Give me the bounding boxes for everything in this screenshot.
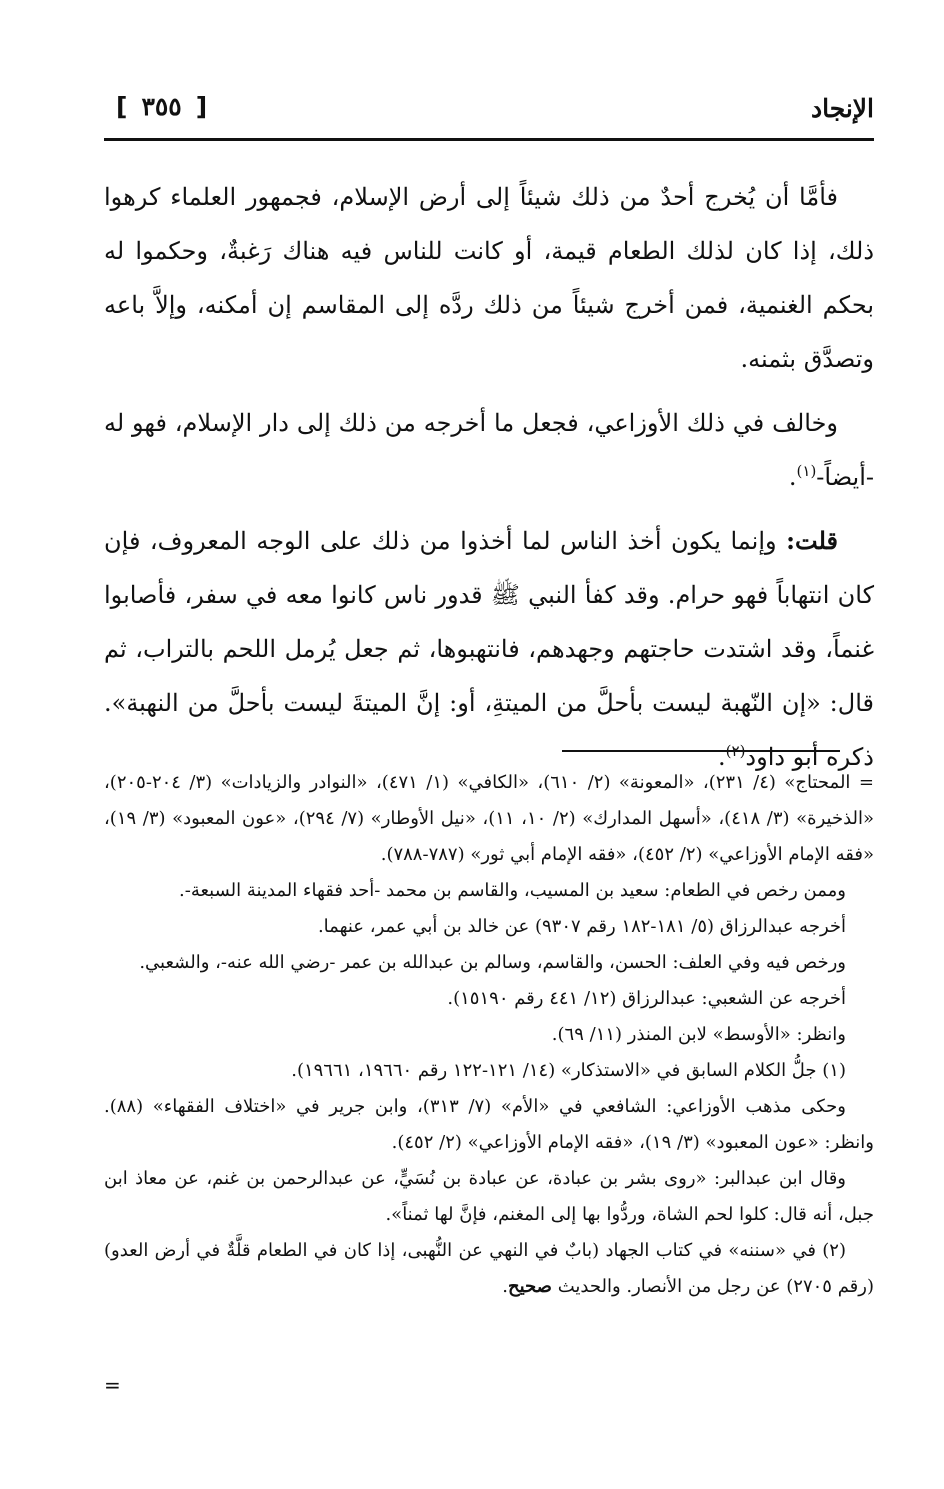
footnote-line: وانظر: «الأوسط» لابن المنذر (١١/ ٦٩).	[551, 1024, 846, 1045]
paragraph-1: فأمَّا أن يُخرج أحدٌ من ذلك شيئاً إلى أرض الإسلام، فجمهور العلماء كرهوا ذلك، إذا كان لذلك الطعام قيمة، أو كانت للناس فيه هناك رَغبةٌ، وحكموا له بحكم الغنمية، فمن أخرج شيئاً من ذلك ردَّه إلى المقاسم إن أمكنه، وإلاَّ باعه وتصدَّق بثمنه.	[104, 183, 875, 373]
paragraph-2	[104, 396, 874, 504]
footnote-line: وممن رخص في الطعام: سعيد بن المسيب، والقاسم بن محمد -أحد فقهاء المدينة السبعة-.	[179, 880, 846, 901]
footnote-continuation: = المحتاج» (٤/ ٢٣١)، «المعونة» (٢/ ٦١٠)، «الكافي» (١/ ٤٧١)، «النوادر والزيادات» (٣/ ٢٠٤-٢٠٥)، «الذخيرة» (٣/ ٤١٨)، «أسهل المدارك» (٢/ ١٠، ١١)، «نيل الأوطار» (٧/ ٢٩٤)، «عون المعبود» (٣/ ١٩)، «فقه الإمام الأوزاعي» (٢/ ٤٥٢)، «فقه الإمام أبي ثور» (٧٨٧-٧٨٨).	[104, 772, 875, 865]
bracket-open: [	[116, 92, 128, 121]
paragraph-2-end: .	[788, 463, 797, 491]
footnote-separator	[562, 750, 840, 752]
paragraph-3-end: .	[718, 743, 726, 771]
footnote-2	[104, 1233, 874, 1305]
bracket-close: ]	[195, 92, 208, 121]
paragraph-2-text: وخالف في ذلك الأوزاعي، فجعل ما أخرجه من ذلك إلى دار الإسلام، فهو له -أيضاً-	[104, 409, 874, 491]
footnote-line: أخرجه عن الشعبي: عبدالرزاق (١٢/ ٤٤١ رقم ١٥١٩٠).	[447, 988, 846, 1009]
footnote-line: وقال ابن عبدالبر: «روى بشر بن عبادة، عن عبادة بن نُسَيٍّ، عن عبدالرحمن بن غنم، عن معاذ ابن جبل، أنه قال: كلوا لحم الشاة، وردُّوا بها إلى المغنم، فإنَّ لها ثمناً».	[104, 1168, 874, 1225]
page-header	[104, 88, 874, 132]
footnote-2-end: .	[502, 1276, 508, 1297]
footnote-2-text: (٢) في «سننه» في كتاب الجهاد (بابٌ في النهي عن النُّهبى، إذا كان في الطعام قلَّةٌ في أرض العدو) (رقم ٢٧٠٥) عن رجل من الأنصار. والحديث	[104, 1240, 874, 1297]
paragraph-3-text: وإنما يكون أخذ الناس لما أخذوا من ذلك على الوجه المعروف، فإن كان انتهاباً فهو حرام. وقد كفأ النبي ﷺ قدور ناس كانوا معه في سفر، فأصابوا غنماً، وقد اشتدت حاجتهم وجهدهم، فانتهبوها، ثم جعل يُرمل اللحم بالتراب، ثم قال: «إن النّهبة ليست بأحلَّ من الميتةِ، أو: إنَّ الميتةَ ليست بأحلَّ من النهبة». ذكره أبو داود	[104, 527, 874, 771]
footnote-1: (١) جلُّ الكلام السابق في «الاستذكار» (١٤/ ١٢١-١٢٢ رقم ١٩٦٦٠، ١٩٦٦١).	[291, 1060, 846, 1081]
qult-label: قلت:	[786, 526, 838, 555]
paragraph-3	[104, 514, 874, 784]
hadith-grade: صحيح	[508, 1276, 552, 1297]
footnote-ref-1: (١)	[796, 462, 817, 480]
footnote-line: وحكى مذهب الأوزاعي: الشافعي في «الأم» (٧/ ٣١٣)، وابن جرير في «اختلاف الفقهاء» (٨٨). وانظر: «عون المعبود» (٣/ ١٩)، «فقه الإمام الأوزاعي» (٢/ ٤٥٢).	[104, 1096, 874, 1153]
footnotes	[104, 765, 874, 1305]
continuation-mark: =	[104, 1373, 121, 1397]
footnote-ref-2: (٢)	[725, 742, 746, 760]
page-number	[116, 92, 207, 121]
footnote-line: أخرجه عبدالرزاق (٥/ ١٨١-١٨٢ رقم ٩٣٠٧) عن خالد بن أبي عمر، عنهما.	[317, 916, 846, 937]
footnote-line: ورخص فيه وفي العلف: الحسن، والقاسم، وسالم بن عبدالله بن عمر -رضي الله عنه-، والشعبي.	[139, 952, 846, 973]
header-rule	[104, 138, 874, 141]
running-title: الإنجاد	[810, 94, 874, 123]
page-number-value: ٣٥٥	[141, 92, 182, 121]
main-text	[104, 170, 874, 794]
